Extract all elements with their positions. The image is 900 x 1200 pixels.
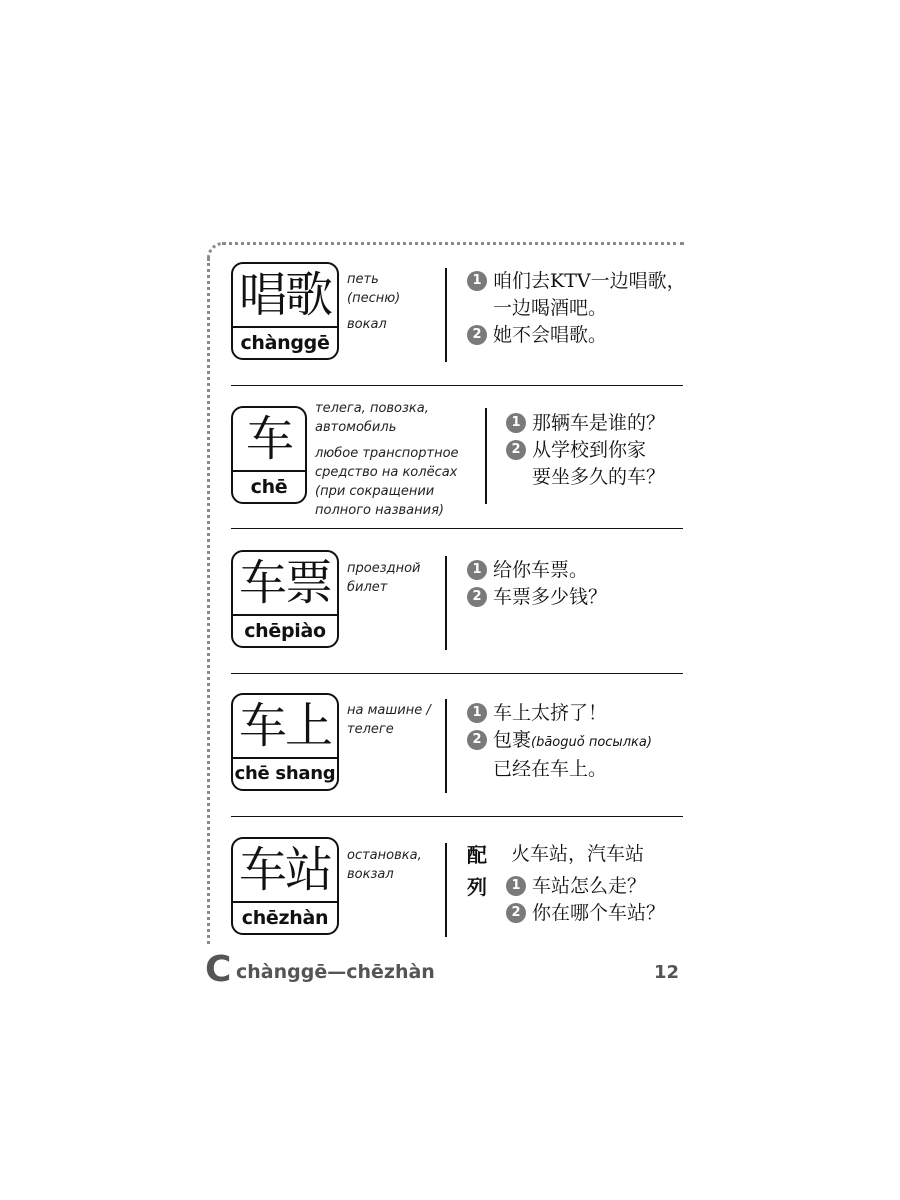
headword-hanzi: 车上 xyxy=(238,698,331,754)
example-1 xyxy=(467,700,652,727)
page-number: 12 xyxy=(654,962,680,983)
examples-block xyxy=(506,873,665,927)
meaning-block xyxy=(347,846,437,891)
word-card xyxy=(231,262,339,360)
column-divider xyxy=(445,556,447,650)
entry-chezhan xyxy=(231,837,683,947)
entry-che xyxy=(231,396,683,521)
example-text-with-gloss xyxy=(493,727,652,756)
meaning-line: проездной билет xyxy=(347,561,421,595)
collocations-marker-char: 配 xyxy=(467,843,487,867)
example-number-badge: 1 xyxy=(467,703,487,723)
meaning-line: остановка, вокзал xyxy=(347,848,422,882)
collocations-marker xyxy=(467,839,491,903)
example-2 xyxy=(467,727,652,783)
example-number-badge: 2 xyxy=(467,730,487,750)
entry-separator xyxy=(231,816,683,817)
example-number-badge: 2 xyxy=(506,903,526,923)
example-text: 那辆车是谁的？ xyxy=(532,412,666,434)
example-number-badge: 2 xyxy=(467,325,487,345)
collocations-marker-char: 列 xyxy=(467,875,487,899)
meaning-line: вокал xyxy=(347,317,387,332)
example-number-badge: 2 xyxy=(506,440,526,460)
meaning-line: (песню) xyxy=(347,291,401,306)
example-2 xyxy=(467,584,607,611)
entry-separator xyxy=(231,673,683,674)
example-number-badge: 1 xyxy=(467,271,487,291)
column-divider xyxy=(445,843,447,937)
example-text: 从学校到你家 xyxy=(532,439,647,461)
example-number-badge: 2 xyxy=(467,587,487,607)
headword-hanzi: 车票 xyxy=(238,555,331,611)
section-letter: C xyxy=(205,949,232,990)
dotted-frame-top xyxy=(222,242,684,245)
example-number-badge: 1 xyxy=(506,876,526,896)
headword-hanzi: 车站 xyxy=(238,842,331,898)
word-card xyxy=(231,406,307,504)
example-1 xyxy=(506,410,665,437)
example-2 xyxy=(506,900,665,927)
example-text: 要坐多久的车？ xyxy=(532,466,666,488)
example-text: 已经在车上。 xyxy=(493,758,608,780)
headword-hanzi: 唱歌 xyxy=(238,267,331,323)
meaning-line: петь xyxy=(347,272,379,287)
meaning-line: телега, повозка, автомобиль xyxy=(315,401,429,435)
word-card xyxy=(231,837,339,935)
word-card xyxy=(231,693,339,791)
example-text: 她不会唱歌。 xyxy=(493,324,608,346)
headword-hanzi: 车 xyxy=(245,411,292,467)
column-divider xyxy=(485,408,487,504)
example-text: 车站怎么走？ xyxy=(532,875,647,897)
headword-pinyin: chē xyxy=(233,470,305,502)
inline-gloss: (bāoguǒ посылка) xyxy=(531,735,652,750)
headword-pinyin: chē shang xyxy=(233,757,337,789)
meaning-block xyxy=(315,399,473,527)
page-word-range: chànggē—chēzhàn xyxy=(236,961,435,983)
example-number-badge: 1 xyxy=(506,413,526,433)
example-text: 给你车票。 xyxy=(493,559,589,581)
example-text: 包裹 xyxy=(493,729,532,751)
headword-pinyin: chēpiào xyxy=(233,614,337,646)
example-1 xyxy=(467,557,607,584)
example-2 xyxy=(467,322,686,349)
example-1 xyxy=(467,268,686,322)
entry-changge xyxy=(231,262,686,372)
meaning-block xyxy=(347,701,437,746)
examples-block xyxy=(506,410,665,491)
entry-separator xyxy=(231,385,683,386)
examples-block xyxy=(467,700,652,783)
entry-chepiao xyxy=(231,550,683,660)
examples-block xyxy=(467,268,686,349)
example-text: 车票多少钱？ xyxy=(493,586,608,608)
example-1 xyxy=(506,873,665,900)
collocations-text: 火车站，汽车站 xyxy=(511,843,645,865)
meaning-block xyxy=(347,270,442,341)
example-text: 一边喝酒吧。 xyxy=(493,297,608,319)
meaning-line: на машине / телеге xyxy=(347,703,431,737)
headword-pinyin: chēzhàn xyxy=(233,901,337,933)
entry-cheshang xyxy=(231,693,683,803)
meaning-line: любое транспортное средство на колёсах (при сокращении полного названия) xyxy=(315,446,459,518)
example-number-badge: 1 xyxy=(467,560,487,580)
examples-block xyxy=(467,557,607,611)
meaning-block xyxy=(347,559,427,604)
word-card xyxy=(231,550,339,648)
example-text: 车上太挤了！ xyxy=(493,702,608,724)
example-text: 你在哪个车站？ xyxy=(532,902,666,924)
headword-pinyin: chànggē xyxy=(233,326,337,358)
dotted-frame-left xyxy=(207,258,210,944)
example-text: 咱们去KTV一边唱歌， xyxy=(493,270,686,292)
entry-separator xyxy=(231,528,683,529)
example-2 xyxy=(506,437,665,491)
column-divider xyxy=(445,268,447,362)
column-divider xyxy=(445,699,447,793)
